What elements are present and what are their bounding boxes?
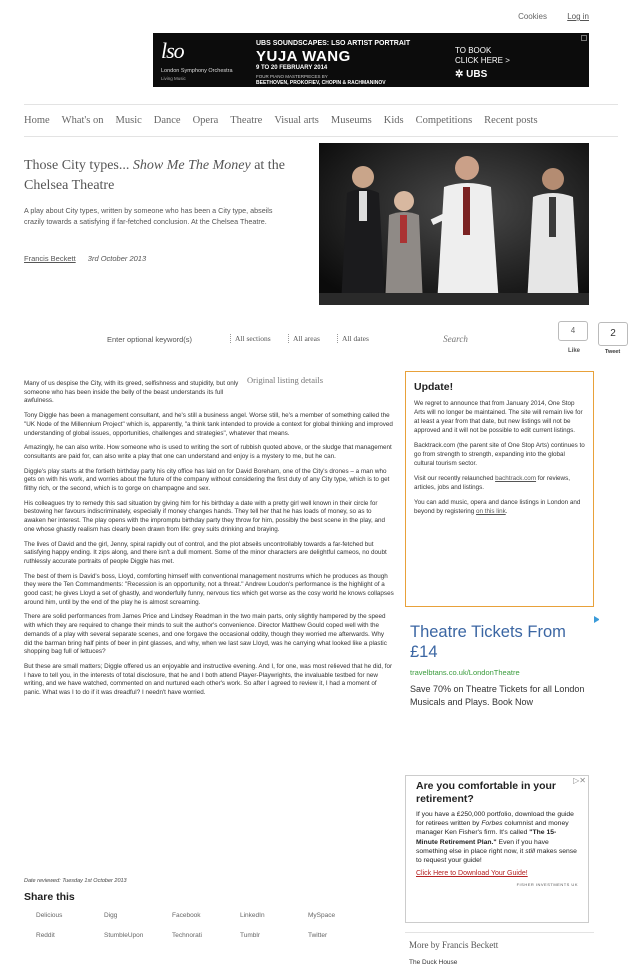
theatre-ad-url[interactable]: travelbtans.co.uk/LondonTheatre <box>410 668 520 677</box>
article-paragraph: Tony Diggle has been a management consultant, and he's still a business angel. Worse still, he's a member of something called the "UK Node of the Millennium Project" which is, apparently, "a think tank intended to provide a context for global thinking and improved understanding of global issues, opportunities, challenges and strategies", whatever that means. <box>24 412 393 437</box>
original-listing-link[interactable]: Original listing details <box>247 375 324 385</box>
article-paragraph: His colleagues try to remedy this sad situation by giving him for his birthday a date with a pretty girl well known in their circle for bestowing her favours indiscriminately, especially if money changes hands. They tell her that he has loads of money, so as to awaken her interest. The play opens with the impromptu birthday party they throw for him, possibly the best scene in the play, and one whose ghastly realism has clearly been drawn from life: grey suits drinking and braying. <box>24 499 385 533</box>
author-link[interactable]: Francis Beckett <box>24 254 76 263</box>
nav-item-recent-posts[interactable]: Recent posts <box>484 115 538 126</box>
nav-item-museums[interactable]: Museums <box>330 115 372 126</box>
article-paragraph: Diggle's play starts at the fortieth birthday party his city office has laid on for David Boreham, one of the City's drones – a man who gets on with his work, and worries about the future of the company without considering the first duty of any City type, which is to get filthy rich, or the second, which is to gorge on champagne and sex. <box>24 467 390 493</box>
article-standfirst: A play about City types, written by someone who has been a City type, abseils crazily towards a satisfying if far-fetched conclusion. At the Chelsea Theatre. <box>24 206 273 226</box>
share-twitter[interactable]: Twitter <box>308 932 328 939</box>
lso-org-sub: Living Music <box>161 76 186 81</box>
lso-org-name: London Symphony Orchestra <box>161 68 233 74</box>
article-paragraph: Amazingly, he can also write. How someone who is used to writing the sort of rubbish quoted above, or the sludge that management consultants are paid for, can also write a play that one can understand and enjoy is a mystery to me, but he can. <box>24 444 392 460</box>
nav-item-opera[interactable]: Opera <box>192 115 219 126</box>
article-paragraph: There are solid performances from James Price and Lindsey Readman in the two main parts, only slightly hampered by the speed with which they are required to change their minds to suit the author's convenience. Director Matthew Gould coped well with the demands of a play with several separate scenes, and one forgave the occasional oddity, though they worried me afterwards. Why did the barman bring half pints of beer in pint glasses, and why, when we last saw Lloyd, was he carrying what looked like a plastic shopping bag full of lettuces? <box>24 613 387 656</box>
tweet-count-box: 2 <box>598 322 628 346</box>
sections-select[interactable]: All sections <box>230 334 271 343</box>
lso-banner-ad[interactable] <box>153 33 589 87</box>
download-guide-link[interactable]: Click Here to Download Your Guide! <box>416 870 528 878</box>
article-date: 3rd October 2013 <box>87 254 147 263</box>
banner-dates: 9 TO 20 FEBRUARY 2014 <box>256 65 328 71</box>
nav-item-dance[interactable]: Dance <box>153 115 181 126</box>
like-button[interactable]: Like <box>568 348 581 354</box>
more-by-item[interactable]: The Duck House <box>409 959 458 966</box>
nav-divider-bottom <box>24 136 618 137</box>
update-title: Update! <box>414 381 454 393</box>
keyword-label: Enter optional keyword(s) <box>107 335 193 344</box>
nav-item-theatre[interactable]: Theatre <box>230 115 263 126</box>
like-count-box: 4 <box>558 321 588 341</box>
fisher-logo: FISHER INVESTMENTS UK <box>516 882 578 888</box>
nav-item-competitions[interactable]: Competitions <box>415 115 473 126</box>
nav-item-music[interactable]: Music <box>115 115 142 126</box>
banner-composers: BEETHOVEN, PROKOFIEV, CHOPIN & RACHMANINOV <box>256 80 386 86</box>
top-links <box>500 12 589 21</box>
update-p1: We regret to announce that from January 2014, One Stop Arts will no longer be maintained. The site will remain live for at least a year from that date, but new listings will not be approved and it will not be possible to edit current listings. <box>414 400 583 434</box>
search-input[interactable] <box>388 331 523 347</box>
banner-title: UBS SOUNDSCAPES: LSO ARTIST PORTRAIT <box>256 40 411 47</box>
nav-item-home[interactable]: Home <box>24 115 50 126</box>
update-notice <box>405 371 594 607</box>
theatre-tickets-ad[interactable] <box>410 622 595 709</box>
main-nav <box>24 115 550 126</box>
production-photo-image <box>319 143 589 305</box>
bachtrack-link[interactable]: bachtrack.com <box>495 475 537 482</box>
ubs-keys-icon: ✲ <box>455 69 467 80</box>
share-stumbleupon[interactable]: StumbleUpon <box>104 932 144 939</box>
update-p2: Backtrack.com (the parent site of One Stop Arts) continues to go from strength to strength, expanding into the global cultural tourism sector. <box>414 442 585 467</box>
banner-four: FOUR PIANO MASTERPIECES BY <box>256 74 328 79</box>
share-title: Share this <box>24 891 75 903</box>
more-by-divider <box>405 932 594 933</box>
share-linkedin[interactable]: LinkedIn <box>240 912 265 919</box>
share-delicious[interactable]: Delicious <box>36 912 63 919</box>
search-bar <box>0 326 633 370</box>
dates-select[interactable]: All dates <box>337 334 369 343</box>
retirement-ad-headline: Are you comfortable in your retirement? <box>416 780 557 805</box>
share-digg[interactable]: Digg <box>104 912 118 919</box>
login-link[interactable]: Log in <box>567 12 589 21</box>
register-link[interactable]: on this link <box>475 508 506 515</box>
update-p4: You can add music, opera and dance listings in London and beyond by registering on this link. <box>414 499 581 515</box>
adchoices-icon[interactable] <box>581 35 587 41</box>
theatre-ad-text: Save 70% on Theatre Tickets for all London Musicals and Plays. Book Now <box>410 684 585 707</box>
cookies-link[interactable]: Cookies <box>518 12 547 21</box>
adchoices-icon[interactable] <box>594 616 601 623</box>
nav-item-kids[interactable]: Kids <box>383 115 404 126</box>
banner-artist: YUJA WANG <box>256 48 351 65</box>
tweet-button[interactable]: Tweet <box>605 349 621 355</box>
retirement-ad[interactable] <box>405 775 589 923</box>
theatre-ad-headline[interactable]: Theatre Tickets From £14 <box>410 623 566 661</box>
byline <box>24 254 146 263</box>
update-p3: Visit our recently relaunched bachtrack.com for reviews, articles, jobs and listings. <box>414 475 570 491</box>
article-title: Those City types... Show Me The Money at the Chelsea Theatre <box>24 158 285 193</box>
nav-item-visual-arts[interactable]: Visual arts <box>274 115 319 126</box>
share-technorati[interactable]: Technorati <box>172 932 202 939</box>
retirement-ad-text: If you have a £250,000 portfolio, download the guide for retirees written by Forbes columnist and money manager Ken Fisher's firm. It's called "The 15-Minute Retirement Plan." Even if you have something else in place right now, it still makes sense to request your guide! <box>416 811 577 865</box>
banner-book-button[interactable]: TO BOOK CLICK HERE > <box>455 46 510 65</box>
article-paragraph: The best of them is David's boss, Lloyd, comforting himself with conventional management nostrums which he produces as though they were the Ten Commandments: "Recession is an opportunity, not a threat." Andrew Loudon's performance is the highlight of a good cast; he gives Lloyd a set of ghastly, and wonderfully funny, nervous tics which get worse as the cosy world he knows collapses around him, until by the end of the play he is almost screaming. <box>24 572 394 606</box>
areas-select[interactable]: All areas <box>288 334 320 343</box>
share-myspace[interactable]: MySpace <box>308 912 336 919</box>
article-body <box>24 380 394 704</box>
nav-item-what-s-on[interactable]: What's on <box>61 115 104 126</box>
nav-divider-top <box>24 104 618 105</box>
more-by-heading: More by Francis Beckett <box>409 940 499 950</box>
share-facebook[interactable]: Facebook <box>172 912 201 919</box>
lso-logo: lso <box>161 38 184 63</box>
share-tumblr[interactable]: Tumblr <box>240 932 260 939</box>
production-photo <box>319 143 589 305</box>
article-paragraph: The lives of David and the girl, Jenny, spiral rapidly out of control, and the plot abseils uncontrollably towards a far-fetched but satisfying happy ending. It zips along, and there isn't a dull moment. Some of the minor characters are delightful cameos, no doubt ruthlessly accurate portraits of people Diggle has met. <box>24 540 387 565</box>
date-reviewed: Date reviewed: Tuesday 1st October 2013 <box>24 878 127 884</box>
share-reddit[interactable]: Reddit <box>36 932 55 939</box>
article-paragraph: But these are small matters; Diggle offered us an enjoyable and instructive evening. And I, for one, was most relieved that he did, for I have to tell you, in the interests of total disclosure, that he and I both attend Player-Playwrights, the invaluable testbed for new writing, and we have watched, commented on and nurtured each other's work. So after I agreed to review it, I had a moment of panic. What was I to do if it was dreadful? I needn't have worried. <box>24 662 393 697</box>
article-paragraph: Many of us despise the City, with its greed, selfishness and stupidity, but only someone who has been inside the belly of the beast understands its full awfulness. <box>24 380 239 405</box>
close-icon[interactable]: ▷✕ <box>573 776 586 785</box>
ubs-logo: ✲ UBS <box>455 69 488 80</box>
